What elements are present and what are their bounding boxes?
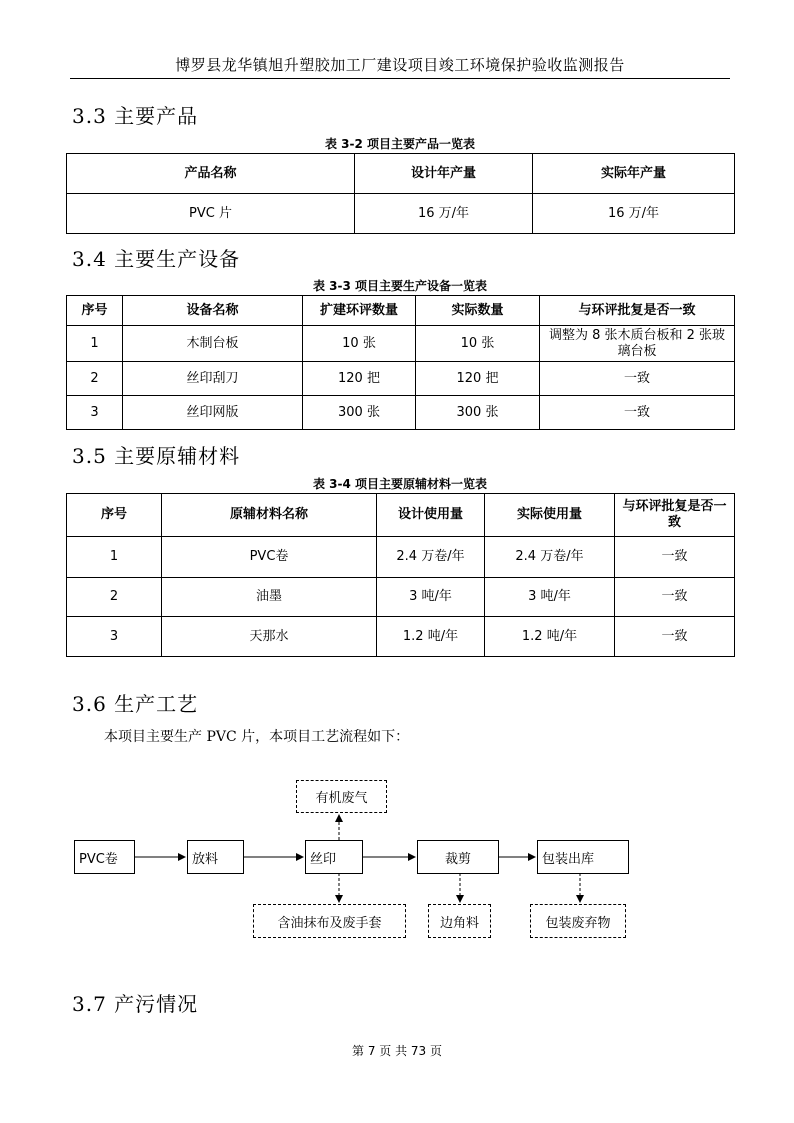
column-header: 与环评批复是否一致 bbox=[540, 296, 735, 326]
process-intro: 本项目主要生产 PVC 片，本项目工艺流程如下： bbox=[104, 729, 410, 745]
table-cell: 16 万/年 bbox=[533, 194, 735, 234]
section-heading-3-4: 3.4 主要生产设备 bbox=[72, 247, 241, 271]
page-number: 第 7 页 共 73 页 bbox=[352, 1044, 442, 1058]
column-header: 与环评批复是否一致 bbox=[615, 494, 735, 537]
table-cell: 天那水 bbox=[162, 617, 377, 657]
column-header: 实际数量 bbox=[416, 296, 540, 326]
column-header: 实际年产量 bbox=[533, 154, 735, 194]
emission-scrap: 边角料 bbox=[428, 904, 491, 938]
table-cell: 一致 bbox=[615, 537, 735, 578]
table-cell: 300 张 bbox=[416, 396, 540, 430]
flow-step-pvc-roll: PVC卷 bbox=[74, 840, 135, 874]
table-cell: 油墨 bbox=[162, 578, 377, 617]
table-cell: 一致 bbox=[540, 362, 735, 396]
table-cell: 10 张 bbox=[416, 326, 540, 362]
table-cell: 120 把 bbox=[416, 362, 540, 396]
column-header: 实际使用量 bbox=[485, 494, 615, 537]
table-caption-materials: 表 3-4 项目主要原辅材料一览表 bbox=[312, 477, 488, 491]
table-cell: PVC 片 bbox=[67, 194, 355, 234]
flow-step-silk-printing: 丝印 bbox=[305, 840, 363, 874]
section-heading-3-3: 3.3 主要产品 bbox=[72, 104, 199, 128]
table-cell: 16 万/年 bbox=[355, 194, 533, 234]
table-cell: 一致 bbox=[540, 396, 735, 430]
emission-organic-gas: 有机废气 bbox=[296, 780, 387, 813]
table-cell: 1.2 吨/年 bbox=[377, 617, 485, 657]
table-cell: 10 张 bbox=[303, 326, 416, 362]
table-cell: 3 bbox=[67, 617, 162, 657]
emission-oily-rags: 含油抹布及废手套 bbox=[253, 904, 406, 938]
flow-step-packing: 包装出库 bbox=[537, 840, 629, 874]
table-cell: 一致 bbox=[615, 578, 735, 617]
table-cell: 3 吨/年 bbox=[485, 578, 615, 617]
column-header: 序号 bbox=[67, 296, 123, 326]
column-header: 设计使用量 bbox=[377, 494, 485, 537]
column-header: 设备名称 bbox=[123, 296, 303, 326]
table-cell: 木制台板 bbox=[123, 326, 303, 362]
flow-step-unwinding: 放料 bbox=[187, 840, 244, 874]
table-cell: 3 吨/年 bbox=[377, 578, 485, 617]
table-cell: 调整为 8 张木质台板和 2 张玻璃台板 bbox=[540, 326, 735, 362]
column-header: 产品名称 bbox=[67, 154, 355, 194]
section-heading-3-5: 3.5 主要原辅材料 bbox=[72, 444, 241, 468]
table-cell: 120 把 bbox=[303, 362, 416, 396]
table-cell: 2.4 万卷/年 bbox=[377, 537, 485, 578]
table-cell: 2.4 万卷/年 bbox=[485, 537, 615, 578]
table-cell: 一致 bbox=[615, 617, 735, 657]
table-cell: PVC卷 bbox=[162, 537, 377, 578]
table-cell: 丝印刮刀 bbox=[123, 362, 303, 396]
report-title: 博罗县龙华镇旭升塑胶加工厂建设项目竣工环境保护验收监测报告 bbox=[175, 56, 625, 74]
column-header: 设计年产量 bbox=[355, 154, 533, 194]
table-cell: 2 bbox=[67, 362, 123, 396]
table-cell: 1 bbox=[67, 326, 123, 362]
column-header: 原辅材料名称 bbox=[162, 494, 377, 537]
emission-packaging-waste: 包装废弃物 bbox=[530, 904, 626, 938]
table-cell: 丝印网版 bbox=[123, 396, 303, 430]
table-cell: 300 张 bbox=[303, 396, 416, 430]
table-cell: 3 bbox=[67, 396, 123, 430]
column-header: 序号 bbox=[67, 494, 162, 537]
table-cell: 2 bbox=[67, 578, 162, 617]
section-heading-3-7: 3.7 产污情况 bbox=[72, 992, 199, 1016]
flow-step-cutting: 裁剪 bbox=[417, 840, 499, 874]
table-cell: 1.2 吨/年 bbox=[485, 617, 615, 657]
table-cell: 1 bbox=[67, 537, 162, 578]
column-header: 扩建环评数量 bbox=[303, 296, 416, 326]
table-caption-equipment: 表 3-3 项目主要生产设备一览表 bbox=[312, 279, 488, 293]
section-heading-3-6: 3.6 生产工艺 bbox=[72, 692, 199, 716]
table-caption-products: 表 3-2 项目主要产品一览表 bbox=[324, 137, 476, 151]
